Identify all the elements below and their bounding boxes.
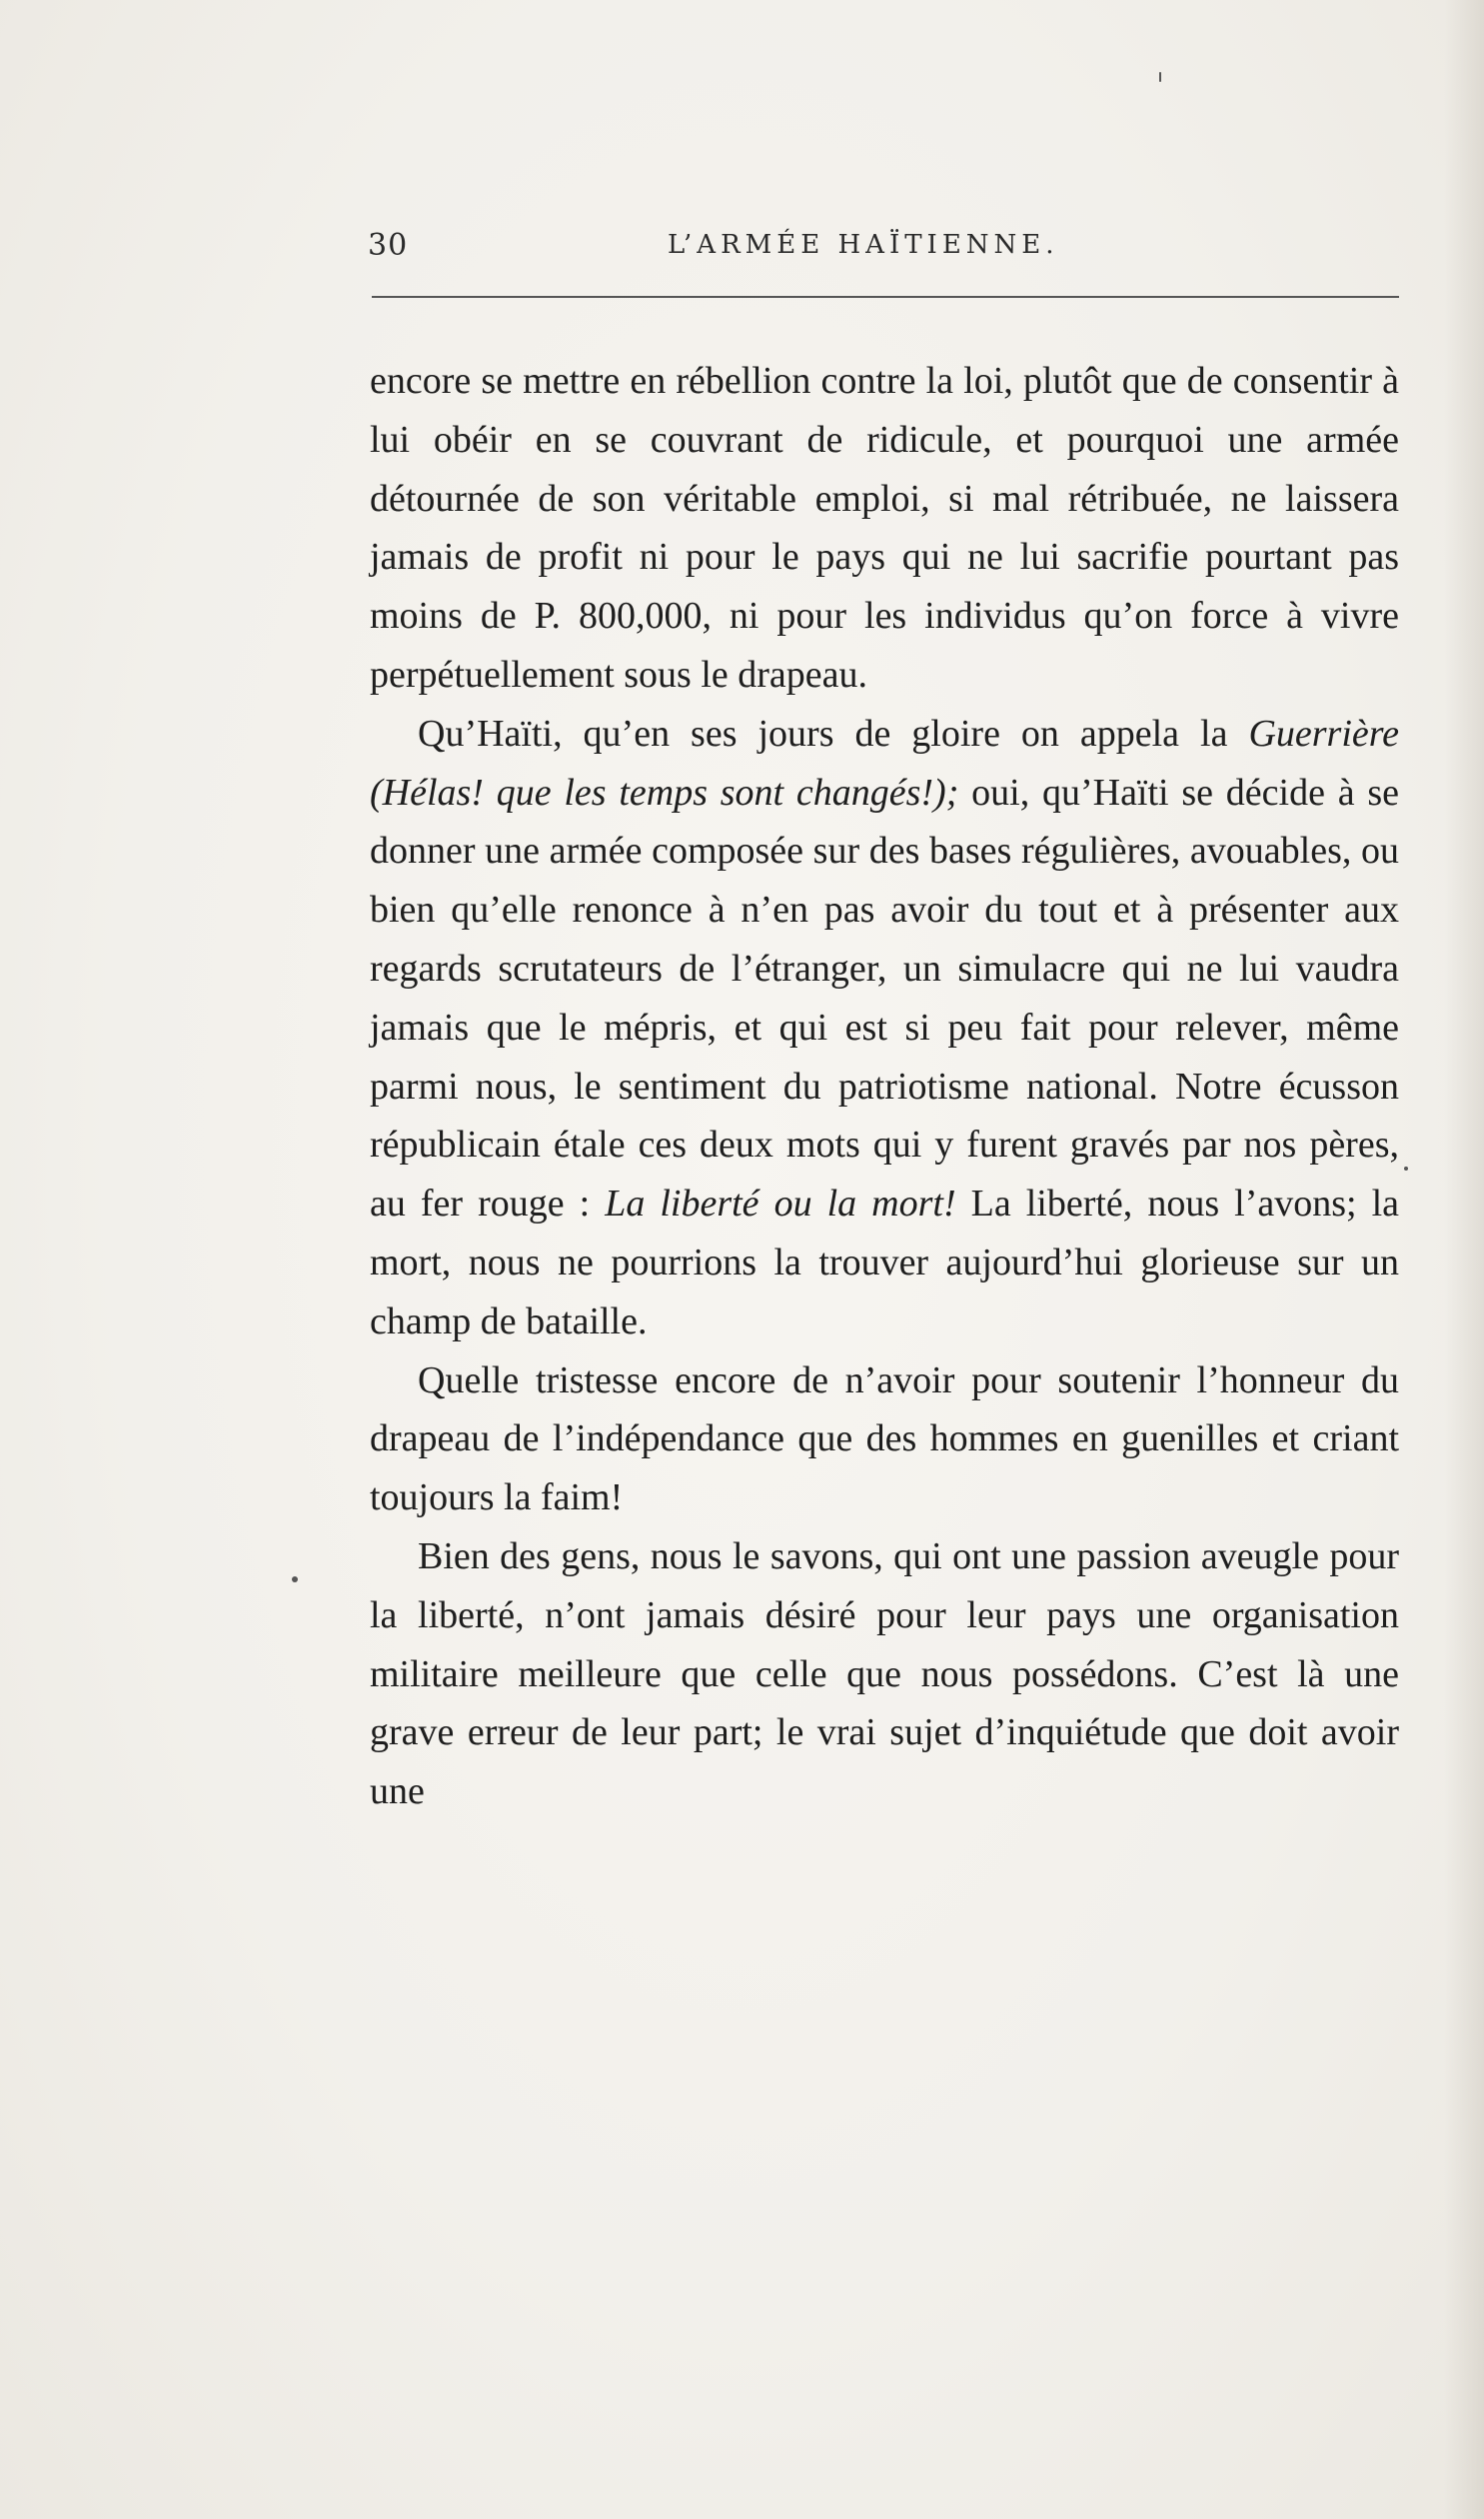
header-rule	[372, 296, 1399, 298]
paragraph-2	[370, 705, 1399, 1351]
paragraph-3: Quelle tristesse encore de n’avoir pour soutenir l’honneur du drapeau de l’indépendance que des hommes en guenilles et criant toujours la faim!	[370, 1358, 1399, 1519]
paragraph-2-text-a: Qu’Haïti, qu’en ses jours de gloire on appela la	[418, 712, 1249, 755]
paper-speck	[1159, 72, 1161, 82]
page-header	[368, 228, 1399, 268]
paragraph-4: Bien des gens, nous le savons, qui ont une passion aveugle pour la liberté, n’ont jamais désiré pour leur pays une organisation militaire meilleure que celle que nous possédons. C’est là une grave erreur de leur part; le vrai sujet d’inquiétude que doit avoir une	[370, 1534, 1399, 1813]
paper-speck	[292, 1576, 298, 1582]
paragraph-1: encore se mettre en rébellion contre la loi, plutôt que de consentir à lui obéir en se couvrant de ridicule, et pourquoi une armée détournée de son véritable emploi, si mal rétribuée, ne laissera jamais de profit ni pour le pays qui ne lui sacrifie pourtant pas moins de P. 800,000, ni pour les individus qu’on force à vivre perpétuellement sous le drapeau.	[370, 360, 1399, 696]
paper-speck	[1404, 1167, 1408, 1171]
paragraph-2-italic-b: La liberté ou la mort!	[605, 1183, 956, 1226]
page-edge-shadow	[1444, 0, 1484, 2519]
paragraph-2-italic-a: Guerrière (Hélas! que les temps sont changés!);	[370, 712, 1399, 814]
paragraph-2-text-c: La liberté, nous l’avons; la mort, nous ne pourrions la trouver aujourd’hui glorieuse sur un champ de bataille.	[370, 1183, 1400, 1342]
body-text	[370, 352, 1399, 1821]
page-number: 30	[368, 228, 409, 263]
paragraph-2-text-b: oui, qu’Haïti se décide à se donner une armée composée sur des bases régulières, avouables, ou bien qu’elle renonce à n’en pas avoir du tout et à présenter aux regards scrutateurs de l’étranger, un simulacre qui ne lui vaudra jamais que le mépris, et qui est si peu fait pour relever, même parmi nous, le sentiment du patriotisme national. Notre écusson républicain étale ces deux mots qui y furent gravés par nos pères, au fer rouge :	[370, 771, 1400, 1226]
running-title: L’ARMÉE HAÏTIENNE.	[668, 230, 1059, 260]
